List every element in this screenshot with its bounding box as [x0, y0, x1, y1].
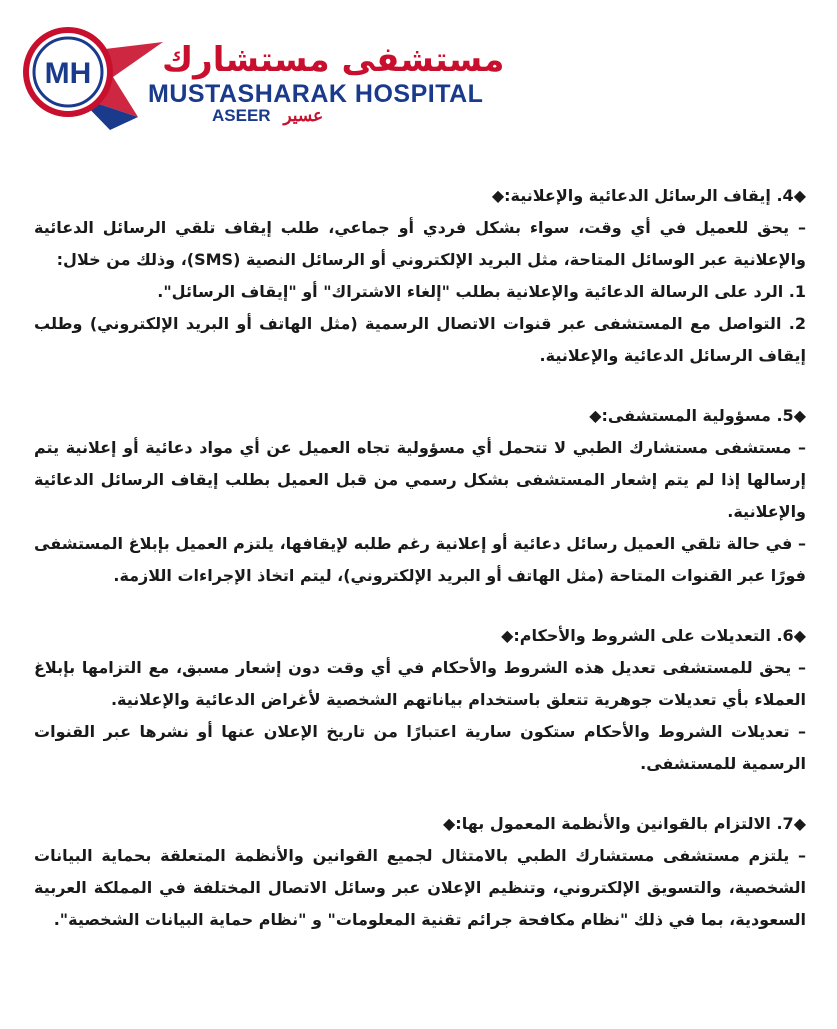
section-heading: ◆4. إيقاف الرسائل الدعائية والإعلانية:◆ [491, 186, 806, 205]
page-header [0, 0, 837, 150]
section-hospital-responsibility [34, 400, 806, 592]
section-paragraph: – يلتزم مستشفى مستشارك الطبي بالامتثال لجميع القوانين والأنظمة المتعلقة بحماية البيانات الشخصية، والتسويق الإلكتروني، وتنظيم الإعلان عبر وسائل الاتصال المختلفة في المملكة العربية السعودية، بما في ذلك "نظام مكافحة جرائم تقنية المعلومات" و "نظام حماية البيانات الشخصية". [34, 846, 806, 929]
hospital-logo-icon [18, 22, 168, 132]
section-paragraph: – يحق للمستشفى تعديل هذه الشروط والأحكام في أي وقت دون إشعار مسبق، مع التزامها بإبلاغ العملاء بأي تعديلات جوهرية تتعلق باستخدام بياناتهم الشخصية لأغراض الدعائية والإعلانية. [34, 658, 806, 709]
section-paragraph: – مستشفى مستشارك الطبي لا تتحمل أي مسؤولية تجاه العميل عن أي مواد دعائية أو إعلانية يتم إرسالها إذا لم يتم إشعار المستشفى بشكل رسمي من قبل العميل بطلب إيقاف الرسائل الدعائية والإعلانية. [34, 438, 806, 521]
section-heading: ◆7. الالتزام بالقوانين والأنظمة المعمول بها:◆ [442, 814, 806, 833]
logo-city-english: ASEER [212, 106, 271, 125]
logo-initials: MH [44, 57, 92, 90]
section-heading: ◆6. التعديلات على الشروط والأحكام:◆ [501, 626, 806, 645]
section-stop-promotional-messages [34, 180, 806, 372]
section-heading: ◆5. مسؤولية المستشفى:◆ [589, 406, 806, 425]
logo-name-english: MUSTASHARAK HOSPITAL [148, 80, 484, 108]
section-legal-compliance [34, 808, 806, 936]
terms-content [34, 180, 806, 964]
logo-name-arabic: مستشفى مستشارك [162, 40, 505, 80]
section-paragraph: – في حالة تلقي العميل رسائل دعائية أو إعلانية رغم طلبه لإيقافها، يلتزم العميل بإبلاغ المستشفى فورًا عبر القنوات المتاحة (مثل الهاتف أو البريد الإلكتروني)، ليتم اتخاذ الإجراءات اللازمة. [34, 534, 806, 585]
section-paragraph: – يحق للعميل في أي وقت، سواء بشكل فردي أو جماعي، طلب إيقاف تلقي الرسائل الدعائية والإعلانية عبر الوسائل المتاحة، مثل البريد الإلكتروني أو الرسائل النصية (SMS)، وذلك من خلال: [34, 218, 806, 269]
logo-city [212, 106, 323, 126]
section-paragraph: 2. التواصل مع المستشفى عبر قنوات الاتصال الرسمية (مثل الهاتف أو البريد الإلكتروني) وطلب إيقاف الرسائل الدعائية والإعلانية. [34, 314, 806, 365]
section-paragraph: – تعديلات الشروط والأحكام ستكون سارية اعتبارًا من تاريخ الإعلان عنها أو نشرها عبر القنوات الرسمية للمستشفى. [34, 722, 806, 773]
section-terms-amendments [34, 620, 806, 780]
logo-city-arabic: عسير [283, 106, 324, 125]
section-paragraph: 1. الرد على الرسالة الدعائية والإعلانية بطلب "إلغاء الاشتراك" أو "إيقاف الرسائل". [157, 282, 806, 301]
